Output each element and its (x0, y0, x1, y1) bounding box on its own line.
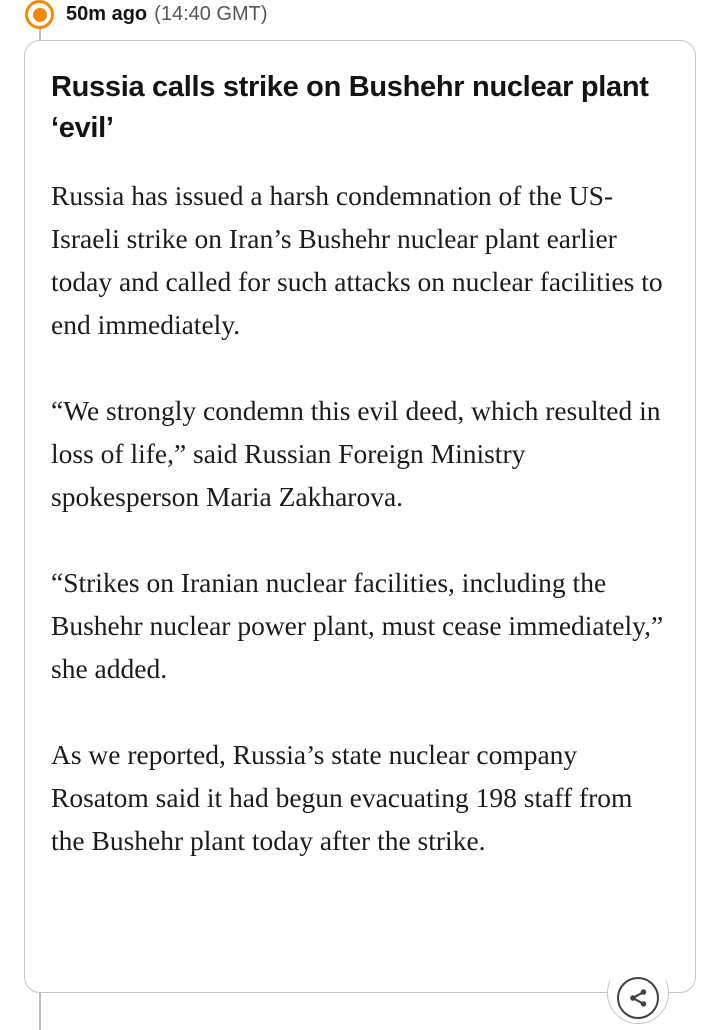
share-button[interactable] (617, 977, 659, 1019)
post-paragraph: As we reported, Russia’s state nuclear company Rosatom said it had begun evacuating 198 staff from the Bushehr plant today after the strike. (51, 739, 633, 856)
share-icon (627, 987, 649, 1009)
post-paragraph: Russia has issued a harsh condemnation of the US-Israeli strike on Iran’s Bushehr nuclear plant earlier today and called for such attacks on nuclear facilities to end immediately. (51, 180, 663, 340)
timeline-bullet-icon (25, 0, 54, 29)
timeline-bullet-dot (33, 8, 47, 22)
post-absolute-time: (14:40 GMT) (154, 3, 268, 25)
post-body (51, 174, 669, 862)
post-paragraph: “We strongly condemn this evil deed, which resulted in loss of life,” said Russian Foreign Ministry spokesperson Maria Zakharova. (51, 395, 661, 512)
post-headline: Russia calls strike on Bushehr nuclear plant ‘evil’ (51, 71, 649, 144)
post-paragraph: “Strikes on Iranian nuclear facilities, including the Bushehr nuclear power plant, must cease immediately,” she added. (51, 567, 664, 684)
post-relative-time: 50m ago (66, 3, 148, 25)
post-card (24, 40, 696, 993)
post-timestamp (66, 0, 268, 29)
